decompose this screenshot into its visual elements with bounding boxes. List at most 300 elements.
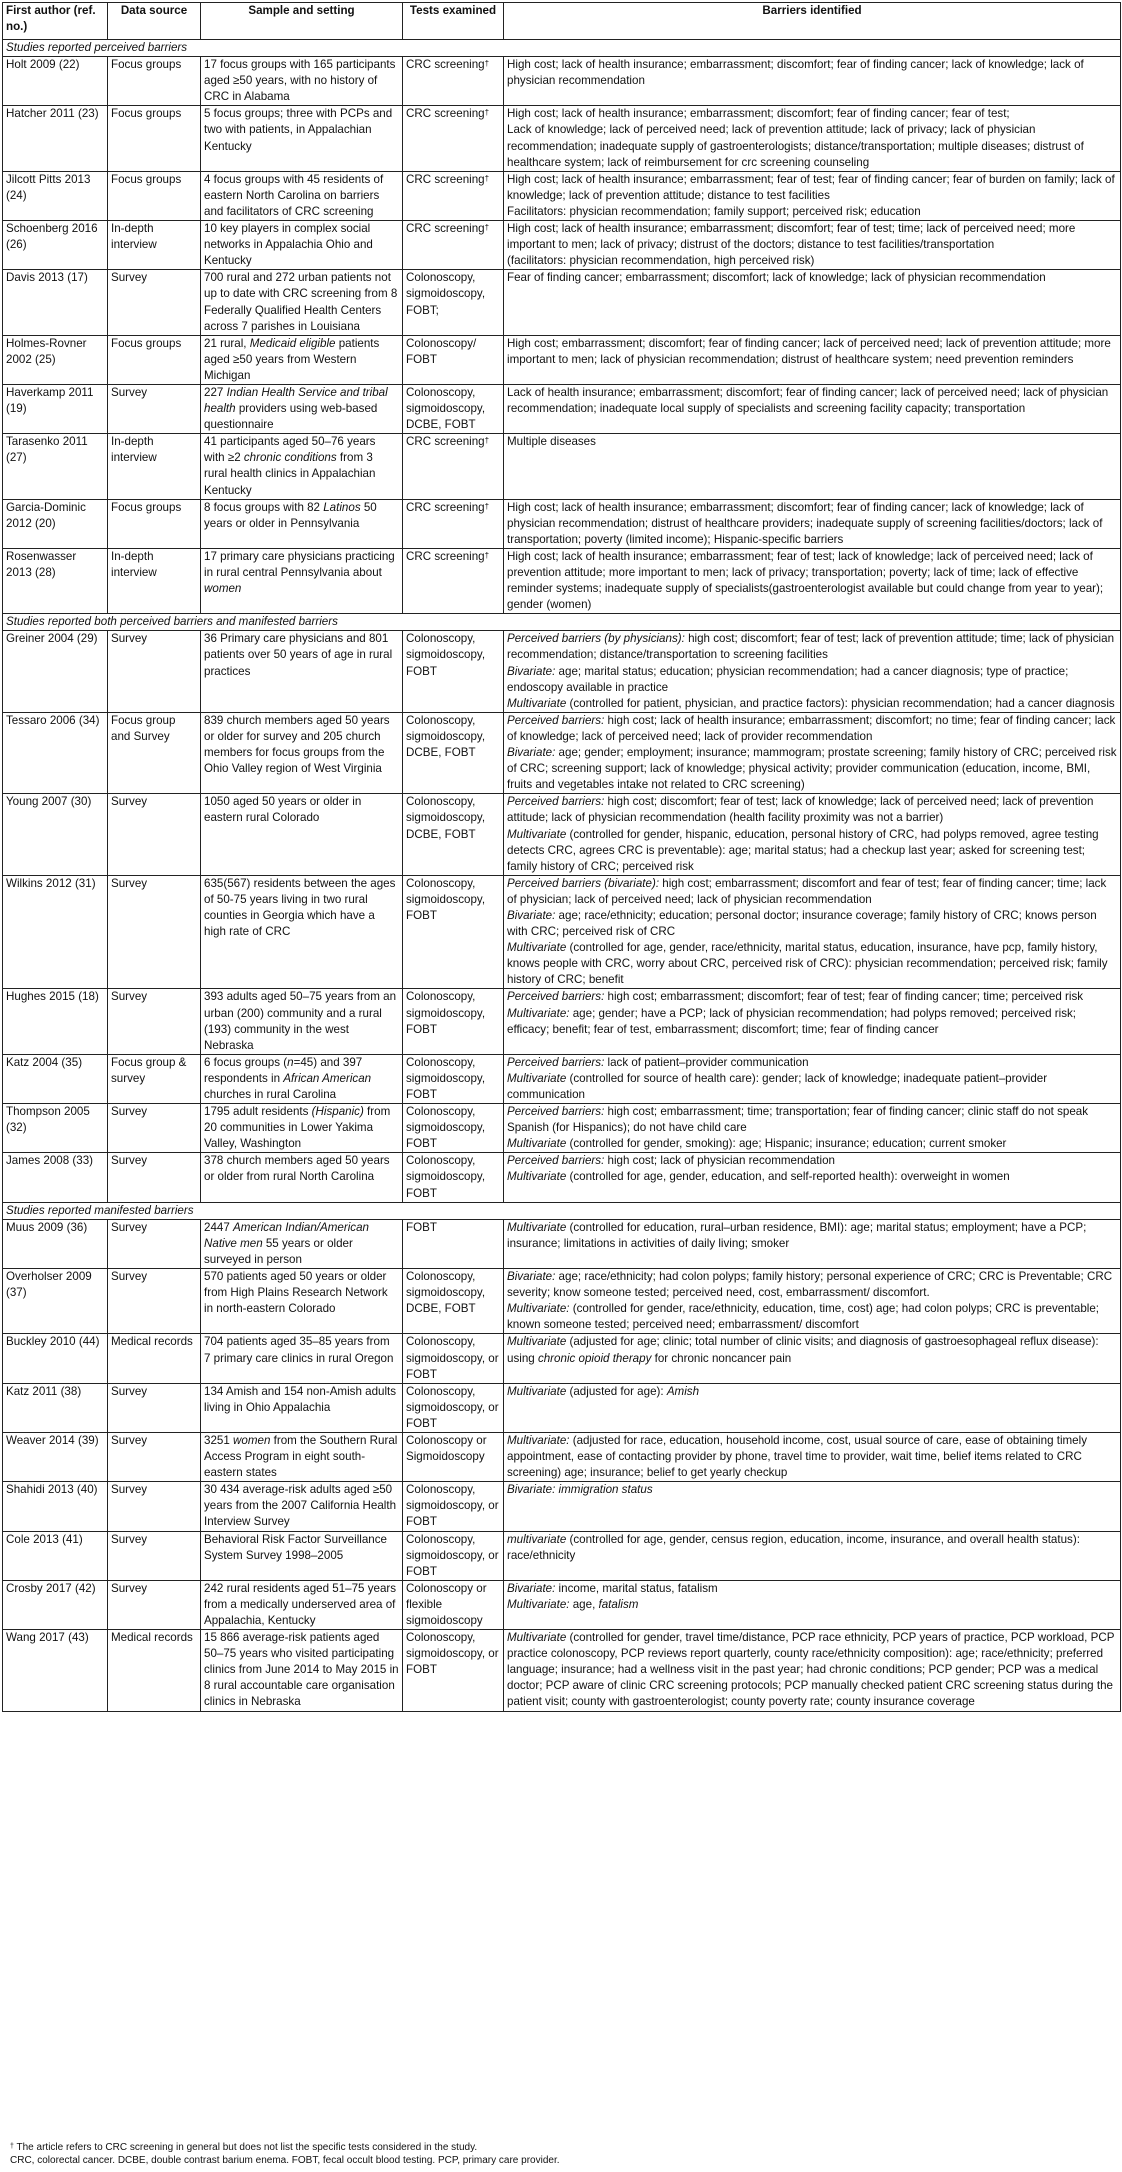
table-row <box>3 875 1121 989</box>
barriers-text-run: Bivariate: <box>507 664 556 678</box>
cell-barriers <box>504 499 1121 548</box>
cell-author: Schoenberg 2016 (26) <box>3 221 108 270</box>
barriers-line <box>507 876 1117 908</box>
barriers-text-run: high cost; discomfort; fear of test; lack of prevention attitude; time; lack of physician recommendation; distance/transportation to screening facilities <box>507 632 1115 662</box>
barriers-text-run: high cost; embarrassment; time; transportation; fear of finding cancer; clinic staff do not speak Spanish (for Hispanics); do not have child care <box>507 1105 1089 1135</box>
barriers-line <box>507 1104 1117 1136</box>
barriers-text-run: (controlled for patient, physician, and practice factors): physician recommendation; had a cancer diagnosis <box>566 696 1115 710</box>
barriers-text-run: high cost; discomfort; fear of test; lack of knowledge; lack of perceived need; lack of prevention attitude; lack of physician recommendation (health facility proximity was not a barrier) <box>507 795 1094 825</box>
sample-text-run: 6 focus groups ( <box>204 1055 288 1069</box>
cell-author: Tessaro 2006 (34) <box>3 712 108 793</box>
table-row <box>3 1334 1121 1383</box>
sample-text-run: 5 focus groups; three with PCPs and two with patients, in Appalachian Kentucky <box>204 107 393 153</box>
cell-sample <box>201 384 403 433</box>
table-row <box>3 794 1121 875</box>
cell-author: Cole 2013 (41) <box>3 1531 108 1580</box>
barriers-line <box>507 253 1117 269</box>
table-row <box>3 1104 1121 1153</box>
sample-text-run: 570 patients aged 50 years or older from High Plains Research Network in north-eastern Colorado <box>204 1270 388 1316</box>
table-row <box>3 335 1121 384</box>
tests-text: CRC screening <box>406 500 485 514</box>
cell-tests <box>403 434 504 499</box>
barriers-text-run: high cost; lack of health insurance; embarrassment; discomfort; no time; fear of finding cancer; lack of knowledge; lack of perceived need; lack of provider recommendation <box>507 713 1116 743</box>
sample-text-run: African American <box>283 1071 372 1085</box>
cell-tests <box>403 1482 504 1531</box>
barriers-text-run: High cost; lack of health insurance; embarrassment; discomfort; fear of finding cancer; lack of knowledge; lack of physician recommendation <box>507 58 1084 88</box>
cell-barriers <box>504 1383 1121 1432</box>
cell-tests <box>403 631 504 712</box>
barriers-line <box>507 1301 1117 1333</box>
cell-barriers <box>504 1630 1121 1711</box>
cell-tests <box>403 384 504 433</box>
barriers-text-run: high cost; embarrassment; discomfort; fear of test; fear of finding cancer; time; perceived risk <box>604 990 1084 1004</box>
barriers-text-run: Multivariate: <box>507 1006 570 1020</box>
sample-text-run: Indian Health Service and tribal health <box>204 385 388 416</box>
barriers-text-run: (controlled for gender, hispanic, education, personal history of CRC, had polyps removed, agree testing detects CRC, agrees CRC is preventable): age; marital status; had a checkup last year; asked for screening test; family history of CRC; perceived risk <box>507 827 1099 873</box>
barriers-line <box>507 270 1117 286</box>
cell-data-source: Focus groups <box>108 106 201 171</box>
table-row <box>3 1630 1121 1711</box>
cell-data-source: In-depth interview <box>108 434 201 499</box>
cell-sample <box>201 499 403 548</box>
tests-text: Colonoscopy or Sigmoidoscopy <box>406 1433 487 1464</box>
cell-author: Katz 2011 (38) <box>3 1383 108 1432</box>
barriers-text-run: chronic opioid therapy <box>537 1351 652 1365</box>
cell-data-source: In-depth interview <box>108 221 201 270</box>
table-body <box>3 40 1121 1712</box>
cell-data-source: Survey <box>108 1153 201 1202</box>
sample-text-run: American Indian/American Native men <box>204 1220 369 1250</box>
cell-tests <box>403 794 504 875</box>
cell-data-source: Focus groups <box>108 335 201 384</box>
barriers-text-run: Perceived barriers: <box>507 1105 605 1119</box>
cell-data-source: Survey <box>108 1219 201 1268</box>
tests-text: Colonoscopy, sigmoidoscopy, or FOBT <box>406 1631 499 1677</box>
barriers-text-run: age; gender; employment; insurance; mammogram; prostate screening; family history of CRC; perceived risk of CRC; screening support; lack of knowledge; physical activity; provider communication (education, income, BMI, fruits and vegetables intake not related to CRC screening) <box>507 746 1117 792</box>
tests-text: CRC screening <box>406 58 485 72</box>
cell-tests <box>403 1630 504 1711</box>
barriers-line <box>507 549 1117 613</box>
table-row <box>3 712 1121 793</box>
dagger-mark: † <box>484 436 490 446</box>
cell-barriers <box>504 548 1121 613</box>
section-title: Studies reported manifested barriers <box>3 1202 1121 1219</box>
cell-barriers <box>504 1482 1121 1531</box>
dagger-mark: † <box>484 550 490 560</box>
barriers-text-run: Multivariate <box>507 1384 567 1398</box>
barriers-text-run: Bivariate: <box>507 1581 556 1595</box>
header-barriers: Barriers identified <box>504 3 1121 40</box>
sample-text-run: Medicaid eligible <box>249 336 336 350</box>
cell-sample <box>201 794 403 875</box>
dagger-mark: † <box>484 501 490 511</box>
barriers-text-run: (controlled for source of health care): gender; lack of knowledge; inadequate patient–provider communication <box>507 1071 1048 1101</box>
cell-barriers <box>504 712 1121 793</box>
barriers-text-run: Multivariate <box>507 696 567 710</box>
barriers-line <box>507 385 1117 417</box>
table-row <box>3 1531 1121 1580</box>
sample-text-run: 700 rural and 272 urban patients not up to date with CRC screening from 8 Federally Qualified Health Centers across 7 parishes in Louisiana <box>204 271 398 333</box>
cell-data-source: Survey <box>108 989 201 1054</box>
cell-author: Holt 2009 (22) <box>3 57 108 106</box>
barriers-line <box>507 1532 1117 1564</box>
barriers-text-run: high cost; lack of physician recommendation <box>604 1154 836 1168</box>
cell-sample <box>201 1630 403 1711</box>
cell-barriers <box>504 1104 1121 1153</box>
cell-tests <box>403 106 504 171</box>
barriers-line <box>507 106 1117 122</box>
table-row <box>3 1153 1121 1202</box>
tests-text: CRC screening <box>406 107 485 121</box>
cell-barriers <box>504 1269 1121 1334</box>
cell-tests <box>403 548 504 613</box>
sample-text-run: 41 participants aged 50–76 years with ≥2 <box>204 435 376 465</box>
table-row <box>3 384 1121 433</box>
barriers-text-run: High cost; lack of health insurance; embarrassment; discomfort; fear of finding cancer; fear of test; <box>507 107 1010 121</box>
section-title: Studies reported perceived barriers <box>3 40 1121 57</box>
sample-text-run: 30 434 average-risk adults aged ≥50 years from the 2007 California Health Interview Survey <box>204 1483 397 1529</box>
section-title: Studies reported both perceived barriers and manifested barriers <box>3 614 1121 631</box>
tests-text: Colonoscopy, sigmoidoscopy, DCBE, FOBT <box>406 1270 486 1316</box>
sample-text-run: 1795 adult residents <box>204 1105 312 1119</box>
barriers-text-run: Multivariate <box>507 1137 567 1151</box>
cell-barriers <box>504 171 1121 220</box>
barriers-text-run: (controlled for gender, race/ethnicity, education, time, cost) age; had colon polyps; CRC is preventable; known someone tested; perceived need; embarrassment/ discomfort <box>507 1302 1100 1332</box>
barriers-line <box>507 631 1117 663</box>
sample-text-run: women <box>233 1433 271 1447</box>
barriers-line <box>507 1384 1117 1400</box>
sample-text-run: from 20 communities in Lower Yakima Valley, Washington <box>204 1105 391 1151</box>
barriers-line <box>507 664 1117 696</box>
barriers-text-run: Perceived barriers (by physicians): <box>507 632 685 646</box>
sample-text-run: 10 key players in complex social networks in Appalachia Ohio and Kentucky <box>204 222 373 268</box>
table-footnotes <box>10 2142 560 2167</box>
cell-tests <box>403 875 504 989</box>
sample-text-run: =45) and 397 respondents in <box>204 1055 363 1085</box>
cell-sample <box>201 434 403 499</box>
cell-author: Wilkins 2012 (31) <box>3 875 108 989</box>
cell-sample <box>201 712 403 793</box>
tests-text: Colonoscopy, sigmoidoscopy, FOBT <box>406 1105 486 1151</box>
cell-barriers <box>504 384 1121 433</box>
cell-barriers <box>504 270 1121 335</box>
cell-data-source: Focus groups <box>108 171 201 220</box>
sample-text-run: churches in rural Carolina <box>204 1088 337 1101</box>
barriers-text-run: Facilitators: physician recommendation; family support; perceived risk; education <box>507 204 921 218</box>
barriers-line <box>507 940 1117 988</box>
barriers-text-run: age; race/ethnicity; had colon polyps; family history; personal experience of CRC; CRC is Preventable; CRC severity; know someone tested; perceived need, cost, embarrassment/ discomfort. <box>507 1270 1113 1300</box>
cell-data-source: Focus group & survey <box>108 1054 201 1103</box>
barriers-text-run: High cost; embarrassment; discomfort; fear of finding cancer; lack of perceived need; lack of prevention attitude; more important to men; lack of physician recommendation; distrust of healthcare system; need prevention reminders <box>507 336 1111 366</box>
cell-sample <box>201 1104 403 1153</box>
cell-tests <box>403 57 504 106</box>
sample-text-run: 8 focus groups with 82 <box>204 500 324 514</box>
sample-text-run: 50 years or older in Pennsylvania <box>204 500 377 530</box>
barriers-text-run: Bivariate: <box>507 908 556 922</box>
sample-text-run: 17 primary care physicians practicing in rural central Pennsylvania about <box>204 549 395 579</box>
sample-text-run: 393 adults aged 50–75 years from an urban (200) community and a rural (193) community in the west Nebraska <box>204 990 397 1052</box>
cell-sample <box>201 270 403 335</box>
barriers-line <box>507 204 1117 220</box>
cell-author: Weaver 2014 (39) <box>3 1432 108 1481</box>
barriers-text-run: Multivariate <box>507 1335 567 1349</box>
cell-author: Hughes 2015 (18) <box>3 989 108 1054</box>
barriers-line <box>507 1334 1117 1366</box>
cell-author: Buckley 2010 (44) <box>3 1334 108 1383</box>
dagger-mark: † <box>484 173 490 183</box>
cell-sample <box>201 548 403 613</box>
sample-text-run: 378 church members aged 50 years or older from rural North Carolina <box>204 1154 390 1184</box>
cell-author: Crosby 2017 (42) <box>3 1580 108 1629</box>
barriers-text-run: High cost; lack of health insurance; embarrassment; discomfort; fear of test; time; lack of perceived need; more important to men; lack of privacy; distrust of the doctors; distance to test facilities/transportation <box>507 222 1076 252</box>
tests-text: Colonoscopy, sigmoidoscopy, DCBE, FOBT <box>406 713 486 760</box>
barriers-text-run: Bivariate: <box>507 1270 556 1284</box>
cell-sample <box>201 1580 403 1629</box>
barriers-text-run: income, marital status, fatalism <box>555 1581 718 1595</box>
cell-author: Greiner 2004 (29) <box>3 631 108 712</box>
barriers-text-run: Fear of finding cancer; embarrassment; discomfort; lack of knowledge; lack of physician recommendation <box>507 271 1046 285</box>
cell-barriers <box>504 1054 1121 1103</box>
barriers-line <box>507 434 1117 450</box>
barriers-text-run: fatalism <box>598 1597 639 1611</box>
cell-data-source: Survey <box>108 1531 201 1580</box>
barriers-line <box>507 500 1117 548</box>
barriers-text-run: (adjusted for race, education, household income, cost, usual source of care, ease of obtaining timely appointment, ease of contacting provider by phone, travel time to provider, wait time, belief items related to CRC screening) age; insurance; belief to get yearly checkup <box>507 1433 1088 1480</box>
section-row <box>3 40 1121 57</box>
barriers-text-run: high cost; embarrassment; discomfort and fear of test; fear of finding cancer; time; lack of physician; lack of perceived need; lack of physician recommendation <box>507 876 1107 906</box>
cell-data-source: Survey <box>108 875 201 989</box>
cell-author: Davis 2013 (17) <box>3 270 108 335</box>
cell-data-source: Survey <box>108 1432 201 1481</box>
barriers-text-run: Perceived barriers: <box>507 713 605 727</box>
table-row <box>3 221 1121 270</box>
barriers-text-run: (adjusted for age): <box>566 1384 667 1398</box>
sample-text-run: 55 years or older surveyed in person <box>204 1236 353 1266</box>
header-author: First author (ref. no.) <box>3 3 108 40</box>
cell-sample <box>201 631 403 712</box>
barriers-text-run: Multivariate: <box>507 1597 570 1611</box>
table-row <box>3 57 1121 106</box>
sample-text-run: providers using web-based questionnaire <box>204 402 378 432</box>
cell-tests <box>403 989 504 1054</box>
barriers-line <box>507 221 1117 253</box>
cell-author: Haverkamp 2011 (19) <box>3 384 108 433</box>
cell-barriers <box>504 434 1121 499</box>
sample-text-run: from 3 rural health clinics in Appalachian Kentucky <box>204 451 376 497</box>
barriers-text-run: (controlled for age, gender, race/ethnicity, marital status, education, insurance, have pcp, family history, knows people with CRC, worry about CRC, perceived risk of CRC): physician recommendation; perceived risk; family history of CRC; benefit <box>507 941 1108 987</box>
barriers-line <box>507 57 1117 89</box>
barriers-text-run: multivariate <box>507 1532 567 1546</box>
tests-text: Colonoscopy/ FOBT <box>406 336 477 366</box>
cell-sample <box>201 875 403 989</box>
sample-text-run: Latinos <box>323 500 361 514</box>
table-row <box>3 106 1121 171</box>
barriers-line <box>507 172 1117 204</box>
barriers-text-run: lack of patient–provider communication <box>604 1055 809 1069</box>
barriers-line <box>507 122 1117 170</box>
tests-text: Colonoscopy, sigmoidoscopy, FOBT <box>406 876 486 922</box>
sample-text-run: (Hispanic) <box>311 1105 364 1119</box>
table-row <box>3 499 1121 548</box>
cell-barriers <box>504 875 1121 989</box>
header-tests: Tests examined <box>403 3 504 40</box>
cell-barriers <box>504 57 1121 106</box>
sample-text-run: chronic conditions <box>243 451 337 465</box>
barriers-line <box>507 1071 1117 1103</box>
barriers-text-run: Perceived barriers: <box>507 1154 605 1168</box>
table-row <box>3 434 1121 499</box>
sample-text-run: 839 church members aged 50 years or older for survey and 205 church members for focus groups from the Ohio Valley region of West Virginia <box>204 713 390 776</box>
cell-barriers <box>504 631 1121 712</box>
sample-text-run: 1050 aged 50 years or older in eastern rural Colorado <box>204 795 362 825</box>
barriers-text-run: Multivariate <box>507 941 567 955</box>
cell-barriers <box>504 1219 1121 1268</box>
barriers-line <box>507 1482 1117 1498</box>
tests-text: CRC screening <box>406 549 485 563</box>
barriers-text-run: for chronic noncancer pain <box>651 1351 792 1365</box>
tests-text: Colonoscopy, sigmoidoscopy, DCBE, FOBT <box>406 385 486 432</box>
cell-barriers <box>504 1153 1121 1202</box>
barriers-text-run: Multiple diseases <box>507 435 596 449</box>
cell-sample <box>201 57 403 106</box>
sample-text-run: 2447 <box>204 1220 234 1234</box>
table-row <box>3 1054 1121 1103</box>
barriers-text-run: (controlled for age, gender, census region, education, income, insurance, and overall health status): race/ethnicity <box>507 1532 1080 1562</box>
barriers-line <box>507 908 1117 940</box>
barriers-line <box>507 1055 1117 1071</box>
section-row <box>3 1202 1121 1219</box>
tests-text: Colonoscopy, sigmoidoscopy, or FOBT <box>406 1483 499 1529</box>
barriers-line <box>507 1136 1117 1152</box>
cell-sample <box>201 1269 403 1334</box>
tests-text: Colonoscopy, sigmoidoscopy, DCBE, FOBT <box>406 795 486 841</box>
barriers-text-run: Bivariate: <box>507 746 556 760</box>
barriers-text-run: Multivariate <box>507 827 567 841</box>
barriers-text-run: Lack of knowledge; lack of perceived need; lack of prevention attitude; lack of privacy; lack of physician recommendation; inadequate supply of gastroenterologists; distance/transportation; multiple diseases; distrust of healthcare system; lack of reimbursement for crc screening counseling <box>507 123 1084 169</box>
barriers-text-run: Perceived barriers: <box>507 990 605 1004</box>
sample-text-run: 4 focus groups with 45 residents of eastern North Carolina on barriers and facilitators of CRC screening <box>204 172 384 218</box>
cell-author: Wang 2017 (43) <box>3 1630 108 1711</box>
barriers-text-run: (controlled for gender, smoking): age; Hispanic; insurance; education; current smoker <box>566 1137 1007 1151</box>
barriers-text-run: Perceived barriers: <box>507 1055 605 1069</box>
cell-tests <box>403 221 504 270</box>
sample-text-run: 21 rural, <box>204 336 250 350</box>
barriers-line <box>507 1597 1117 1613</box>
cell-data-source: Survey <box>108 1580 201 1629</box>
cell-sample <box>201 335 403 384</box>
tests-text: Colonoscopy, sigmoidoscopy, or FOBT <box>406 1532 499 1578</box>
table-row <box>3 1269 1121 1334</box>
barriers-line <box>507 745 1117 793</box>
barriers-text-run: age; race/ethnicity; education; personal doctor; insurance coverage; family history of CRC; knows person with CRC; perceived risk of CRC <box>507 908 1097 939</box>
table-row <box>3 171 1121 220</box>
barriers-text-run: (controlled for gender, travel time/distance, PCP race ethnicity, PCP years of practice, PCP workload, PCP practice colonoscopy, PCP reviews report quarterly, county race/ethnicity composition): age; race/ethnicity; preferred language; insurance; had a wellness visit in the past year; had chronic conditions; PCP gender; PCP was a medical doctor; PCP aware of clinic CRC screening protocols; PCP manually checked patient CRC screening status during the patient visit; county with gastroenterologist; county poverty rate; county insurance coverage <box>507 1631 1115 1709</box>
cell-data-source: In-depth interview <box>108 548 201 613</box>
cell-sample <box>201 1054 403 1103</box>
sample-text-run: 704 patients aged 35–85 years from 7 primary care clinics in rural Oregon <box>204 1335 394 1365</box>
barriers-line <box>507 336 1117 368</box>
sample-text-run: 227 <box>204 385 227 399</box>
table-row <box>3 1219 1121 1268</box>
barriers-text-run: (adjusted for age; clinic; total number of clinic visits; and diagnosis of gastroesophageal reflux disease): using <box>507 1335 1099 1365</box>
sample-text-run: 36 Primary care physicians and 801 patients over 50 years of age in rural practices <box>204 632 393 678</box>
barriers-line <box>507 989 1117 1005</box>
cell-barriers <box>504 794 1121 875</box>
cell-tests <box>403 171 504 220</box>
barriers-text-run: Bivariate: immigration status <box>507 1483 653 1497</box>
cell-sample <box>201 1383 403 1432</box>
table-row <box>3 1383 1121 1432</box>
cell-tests <box>403 1334 504 1383</box>
barriers-line <box>507 1169 1117 1185</box>
table-row <box>3 270 1121 335</box>
cell-sample <box>201 171 403 220</box>
tests-text: Colonoscopy, sigmoidoscopy, FOBT <box>406 632 486 678</box>
cell-data-source: Survey <box>108 384 201 433</box>
tests-text: Colonoscopy, sigmoidoscopy, FOBT; <box>406 271 486 317</box>
cell-author: Jilcott Pitts 2013 (24) <box>3 171 108 220</box>
cell-sample <box>201 1219 403 1268</box>
barriers-text-run: Multivariate <box>507 1220 567 1234</box>
table-row <box>3 989 1121 1054</box>
sample-text-run: 242 rural residents aged 51–75 years from a medically underserved area of Appalachia, Kentucky <box>204 1581 397 1627</box>
cell-author: Rosenwasser 2013 (28) <box>3 548 108 613</box>
cell-tests <box>403 1531 504 1580</box>
sample-text-run: 15 866 average-risk patients aged 50–75 years who visited participating clinics from June 2014 to May 2015 in 8 rural accountable care organisation clinics in Nebraska <box>204 1631 399 1709</box>
cell-tests <box>403 1383 504 1432</box>
barriers-line <box>507 827 1117 875</box>
cell-tests <box>403 1054 504 1103</box>
cell-tests <box>403 335 504 384</box>
cell-sample <box>201 989 403 1054</box>
cell-sample <box>201 1482 403 1531</box>
dagger-symbol: † <box>10 2143 14 2150</box>
footnote-dagger <box>10 2142 560 2155</box>
cell-author: Overholser 2009 (37) <box>3 1269 108 1334</box>
cell-sample <box>201 221 403 270</box>
header-data-source: Data source <box>108 3 201 40</box>
dagger-mark: † <box>484 108 490 118</box>
barriers-text-run: Amish <box>666 1384 700 1398</box>
cell-author: James 2008 (33) <box>3 1153 108 1202</box>
barriers-line <box>507 713 1117 745</box>
cell-author: Muus 2009 (36) <box>3 1219 108 1268</box>
sample-text-run: women <box>204 582 242 596</box>
table-header-row <box>3 3 1121 40</box>
cell-author: Tarasenko 2011 (27) <box>3 434 108 499</box>
barriers-text-run: (facilitators: physician recommendation, high perceived risk) <box>507 254 815 268</box>
table-row <box>3 1482 1121 1531</box>
cell-data-source: Survey <box>108 1482 201 1531</box>
cell-barriers <box>504 106 1121 171</box>
dagger-mark: † <box>484 223 490 233</box>
cell-tests <box>403 499 504 548</box>
cell-author: Hatcher 2011 (23) <box>3 106 108 171</box>
cell-data-source: Medical records <box>108 1334 201 1383</box>
barriers-text-run: (controlled for age, gender, education, and self-reported health): overweight in women <box>566 1170 1010 1184</box>
sample-text-run: 3251 <box>204 1433 234 1447</box>
barriers-line <box>507 1153 1117 1169</box>
barriers-text-run: age, <box>569 1597 599 1611</box>
sample-text-run: 17 focus groups with 165 participants aged ≥50 years, with no history of CRC in Alabama <box>204 58 396 104</box>
barriers-line <box>507 1433 1117 1481</box>
tests-text: Colonoscopy, sigmoidoscopy, FOBT <box>406 1154 486 1200</box>
footnote-abbreviations: CRC, colorectal cancer. DCBE, double contrast barium enema. FOBT, fecal occult blood testing. PCP, primary care provider. <box>10 2154 560 2166</box>
tests-text: Colonoscopy, sigmoidoscopy, FOBT <box>406 1055 486 1101</box>
cell-author: Young 2007 (30) <box>3 794 108 875</box>
cell-tests <box>403 1269 504 1334</box>
sample-text-run: Behavioral Risk Factor Surveillance System Survey 1998–2005 <box>204 1532 387 1562</box>
